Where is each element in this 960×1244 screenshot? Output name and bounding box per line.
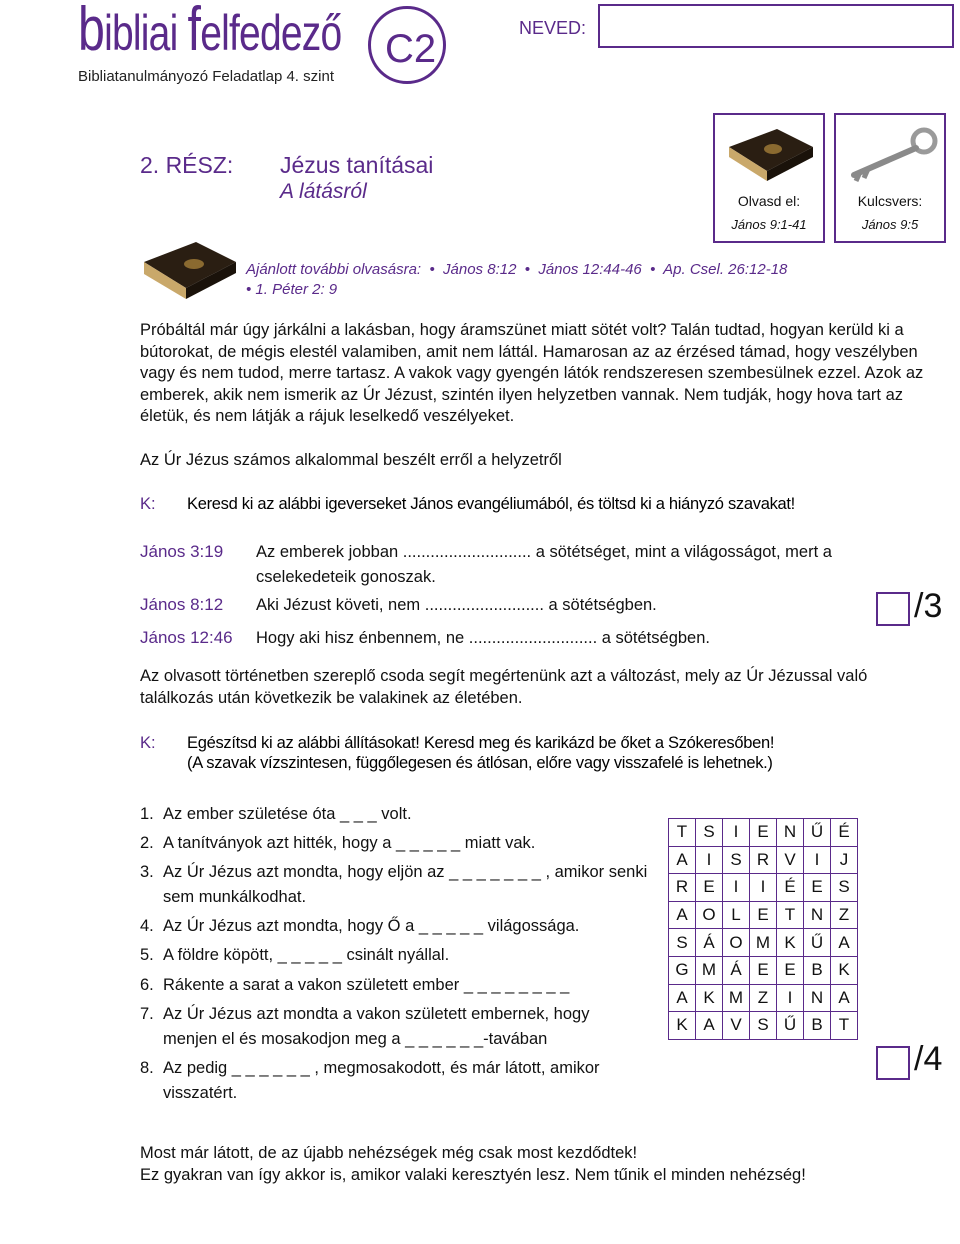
level-code: C2 (385, 27, 437, 71)
grid-cell[interactable]: É (831, 819, 858, 847)
grid-cell[interactable]: A (831, 929, 858, 957)
intro-paragraph: Próbáltál már úgy járkálni a lakásban, hogy áramszünet miatt sötét volt? Talán tudtad, hogyan kerüld ki a bútorokat, de mégis elestél valamiben, amit nem láttál. Hamarosan az az érzésed támad, hogy veszélyben vagy és nem tudod, merre tartasz. A vakok vagy gyengén látók rendszeresen szembesülnek ezzel. Azok az emberek, akik nem ismerik az Úr Jézust, szintén ilyen helyzetben vannak. Nem tudják, hogy hova tart az életük, és nem látják a rájuk leselkedő veszélyeket. (140, 321, 924, 425)
verse-ref: János 12:46 (140, 628, 233, 647)
part-label: 2. RÉSZ: (140, 152, 234, 178)
grid-row (669, 901, 858, 929)
verse-ref: János 8:12 (140, 595, 224, 614)
grid-cell[interactable]: M (723, 984, 750, 1012)
key-icon (842, 123, 942, 185)
grid-cell[interactable]: M (750, 929, 777, 957)
task-marker: K: (140, 734, 156, 752)
middle-paragraph: Az olvasott történetben szereplő csoda segít megértenünk azt a változást, mely az Úr Jézussal való találkozás után következik be valakinek az életében. (140, 667, 868, 707)
grid-cell[interactable]: R (750, 846, 777, 874)
reading-label: Olvasd el: (737, 193, 801, 209)
verse-text: Az emberek jobban ............................ a sötétséget, mint a világosságot, mert a cselekedeteik gonoszak. (256, 543, 832, 586)
grid-row (669, 984, 858, 1012)
book-icon (140, 234, 240, 302)
grid-cell[interactable]: Ű (777, 1012, 804, 1040)
grid-row (669, 819, 858, 847)
grid-row (669, 874, 858, 902)
grid-cell[interactable]: S (696, 819, 723, 847)
grid-cell[interactable]: K (669, 1012, 696, 1040)
grid-cell[interactable]: S (831, 874, 858, 902)
name-field[interactable] (598, 4, 954, 48)
grid-cell[interactable]: N (777, 819, 804, 847)
verse-ref: János 3:19 (140, 542, 224, 561)
grid-cell[interactable]: B (804, 956, 831, 984)
part-title: Jézus tanításai (280, 152, 434, 178)
grid-cell[interactable]: Á (723, 956, 750, 984)
grid-cell[interactable]: A (669, 901, 696, 929)
reading-box (713, 113, 825, 243)
grid-cell[interactable]: Ű (804, 819, 831, 847)
grid-cell[interactable]: I (723, 819, 750, 847)
grid-cell[interactable]: T (777, 901, 804, 929)
grid-cell[interactable]: I (750, 874, 777, 902)
verse-text: Hogy aki hisz énbennem, ne ............................ a sötétségben. (256, 629, 710, 647)
grid-cell[interactable]: N (804, 901, 831, 929)
score-total: /4 (914, 1040, 943, 1078)
book-icon (723, 121, 817, 185)
grid-cell[interactable]: B (804, 1012, 831, 1040)
grid-cell[interactable]: I (723, 874, 750, 902)
name-label: NEVED: (519, 18, 587, 38)
outro-paragraph (140, 1142, 936, 1186)
grid-cell[interactable]: T (831, 1012, 858, 1040)
grid-cell[interactable]: A (669, 984, 696, 1012)
grid-cell[interactable]: S (750, 1012, 777, 1040)
task-instruction (140, 494, 940, 516)
grid-cell[interactable]: Ű (804, 929, 831, 957)
grid-cell[interactable]: É (777, 874, 804, 902)
grid-cell[interactable]: E (777, 956, 804, 984)
grid-cell[interactable]: Á (696, 929, 723, 957)
outro-line: Ez gyakran van így akkor is, amikor valaki keresztyén lesz. Nem tűnik el minden nehézség! (140, 1166, 806, 1184)
grid-cell[interactable]: E (750, 819, 777, 847)
grid-cell[interactable]: O (696, 901, 723, 929)
key-verse-box (834, 113, 946, 243)
grid-row (669, 846, 858, 874)
grid-cell[interactable]: N (804, 984, 831, 1012)
grid-cell[interactable]: L (723, 901, 750, 929)
grid-cell[interactable]: A (831, 984, 858, 1012)
grid-cell[interactable]: K (831, 956, 858, 984)
grid-cell[interactable]: J (831, 846, 858, 874)
recommended-reading: Ajánlott további olvasásra: • János 8:12 • János 12:44-46 • Ap. Csel. 26:12-18 • 1. Péter 2: 9 (246, 261, 788, 298)
word-search-grid (668, 818, 858, 1040)
intro-lead: Az Úr Jézus számos alkalommal beszélt erről a helyzetről (140, 451, 562, 469)
score-box[interactable] (876, 1046, 910, 1080)
grid-cell[interactable]: K (696, 984, 723, 1012)
grid-cell[interactable]: E (696, 874, 723, 902)
outro-line: Most már látott, de az újabb nehézségek még csak most kezdődtek! (140, 1144, 638, 1162)
task-instruction (140, 733, 940, 775)
recommended-ref: Ap. Csel. 26:12-18 (663, 261, 788, 278)
task-text: Keresd ki az alábbi igeverseket János evangéliumából, és töltsd ki a hiányzó szavakat! (187, 495, 795, 513)
part-subtitle: A látásról (280, 180, 367, 203)
grid-row (669, 1012, 858, 1040)
grid-cell[interactable]: Z (831, 901, 858, 929)
grid-cell[interactable]: V (723, 1012, 750, 1040)
reading-ref: János 9:1-41 (731, 217, 807, 232)
grid-cell[interactable]: T (669, 819, 696, 847)
recommended-ref: János 8:12 (443, 261, 517, 278)
score-total: /3 (914, 587, 943, 625)
recommended-ref: János 12:44-46 (538, 261, 642, 278)
worksheet-subtitle: Bibliatanulmányozó Feladatlap 4. szint (78, 68, 334, 85)
recommended-ref: 1. Péter 2: 9 (255, 281, 338, 298)
task-text: Egészítsd ki az alábbi állításokat! Keresd meg és karikázd be őket a Szókeresőben! (187, 734, 775, 752)
grid-cell[interactable]: I (777, 984, 804, 1012)
grid-cell[interactable]: G (669, 956, 696, 984)
grid-cell[interactable]: E (750, 901, 777, 929)
grid-cell[interactable]: A (696, 1012, 723, 1040)
grid-cell[interactable]: A (669, 846, 696, 874)
key-verse-ref: János 9:5 (861, 217, 919, 232)
grid-cell[interactable]: R (669, 874, 696, 902)
grid-cell[interactable]: Z (750, 984, 777, 1012)
key-verse-label: Kulcsvers: (857, 193, 923, 209)
score-box[interactable] (876, 592, 910, 626)
grid-cell[interactable]: E (750, 956, 777, 984)
logo: bibliai felfedező (78, 0, 342, 64)
task-marker: K: (140, 495, 156, 513)
task-text: (A szavak vízszintesen, függőlegesen és átlósan, előre vagy visszafelé is lehetnek.) (187, 754, 773, 772)
grid-cell[interactable]: M (696, 956, 723, 984)
verse-text: Aki Jézust követi, nem .......................... a sötétségben. (256, 596, 657, 614)
grid-cell[interactable]: S (669, 929, 696, 957)
grid-cell[interactable]: I (804, 846, 831, 874)
grid-cell[interactable]: O (723, 929, 750, 957)
grid-cell[interactable]: K (777, 929, 804, 957)
grid-cell[interactable]: I (696, 846, 723, 874)
grid-row (669, 956, 858, 984)
grid-cell[interactable]: V (777, 846, 804, 874)
grid-cell[interactable]: S (723, 846, 750, 874)
grid-cell[interactable]: E (804, 874, 831, 902)
recommended-label: Ajánlott további olvasásra: (246, 261, 422, 278)
level-badge (368, 6, 446, 84)
grid-row (669, 929, 858, 957)
